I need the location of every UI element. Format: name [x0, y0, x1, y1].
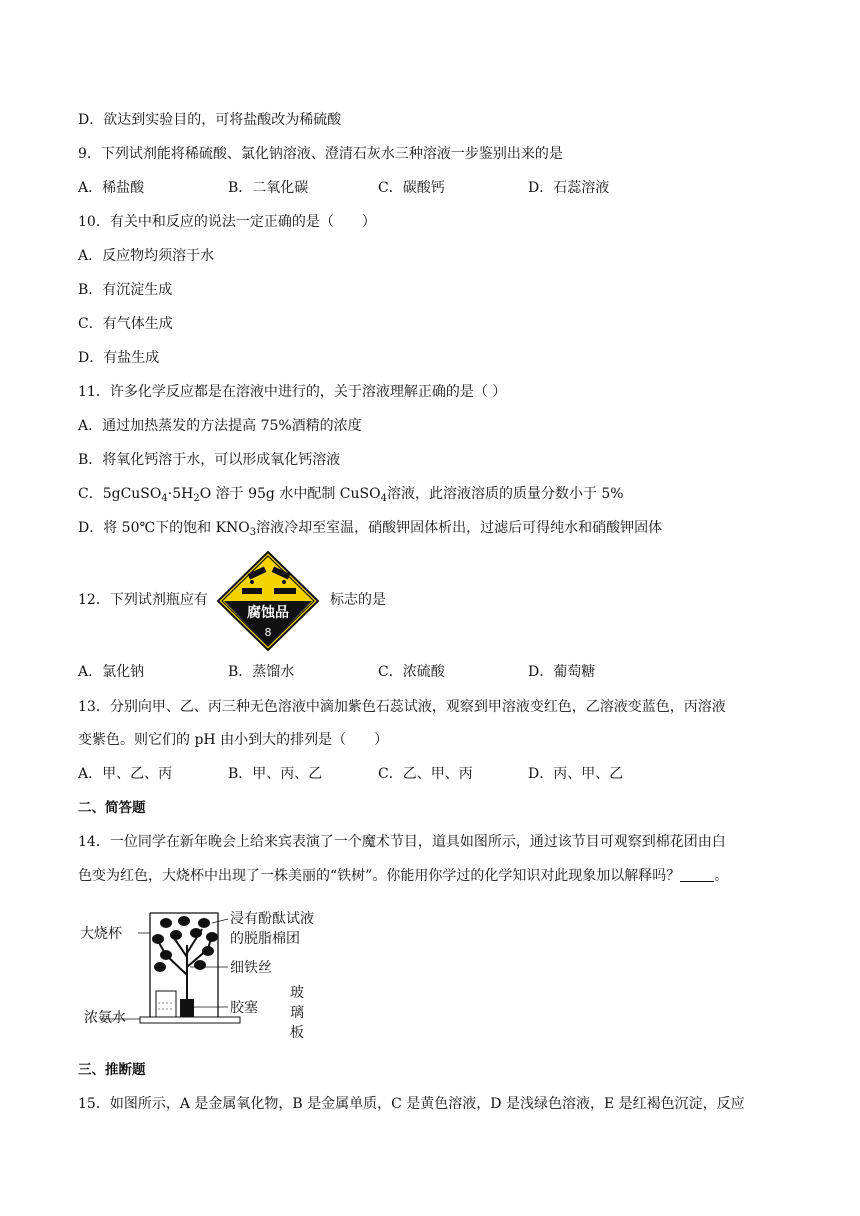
q11-option-d: D．将 50℃下的饱和 $KNO_3$溶液冷却至室温，硝酸钾固体析出，过滤后可得纯水和硝酸钾固体 [78, 520, 663, 538]
q12-options [78, 662, 798, 682]
q11-option-b: B．将氧化钙溶于水，可以形成氧化钙溶液 [78, 452, 341, 468]
q10-stem: 10．有关中和反应的说法一定正确的是（ ） [78, 214, 376, 230]
q13-option-c: C．乙、甲、丙 [378, 766, 473, 782]
q10-option-b: B．有沉淀生成 [78, 282, 173, 298]
hazard-sign-number: 8 [264, 626, 272, 639]
label-ammonia: 浓氨水 [84, 1010, 126, 1026]
section-title-short-answer: 二、简答题 [78, 800, 146, 816]
label-stopper: 胶塞 [230, 1000, 258, 1016]
label-glass-2: 璃 [290, 1005, 304, 1021]
corrosive-hazard-sign [216, 550, 320, 652]
q12-option-c: C．浓硫酸 [378, 664, 445, 680]
q9-option-a: A．稀盐酸 [78, 180, 145, 196]
q13-option-d: D．丙、甲、乙 [528, 766, 624, 782]
label-big-beaker: 大烧杯 [80, 926, 122, 942]
q11-stem: 11．许多化学反应都是在溶液中进行的，关于溶液理解正确的是（ ） [78, 384, 507, 400]
q12-option-d: D．葡萄糖 [528, 664, 596, 680]
q9-stem: 9．下列试剂能将稀硫酸、氯化钠溶液、澄清石灰水三种溶液一步鉴别出来的是 [78, 146, 563, 162]
label-cotton-line1: 浸有酚酞试液 [230, 911, 314, 927]
label-cotton-line2: 的脱脂棉团 [230, 931, 300, 947]
q13-stem-line2: 变紫色。则它们的 pH 由小到大的排列是（ ） [78, 732, 389, 748]
q13-option-b: B．甲、丙、乙 [228, 766, 323, 782]
q9-option-d: D．石蕊溶液 [528, 180, 610, 196]
hazard-sign-text: 腐蚀品 [247, 605, 289, 621]
q8-option-d: D．欲达到实验目的，可将盐酸改为稀硫酸 [78, 112, 342, 128]
q10-option-d: D．有盐生成 [78, 350, 160, 366]
q9-option-c: C．碳酸钙 [378, 180, 445, 196]
q11-option-a: A．通过加热蒸发的方法提高 75%酒精的浓度 [78, 418, 362, 434]
section-title-inference: 三、推断题 [78, 1062, 146, 1078]
label-glass-1: 玻 [290, 985, 304, 1001]
answer-blank [680, 867, 714, 882]
q12-option-b: B．蒸馏水 [228, 664, 295, 680]
q10-option-c: C．有气体生成 [78, 316, 173, 332]
label-iron-wire: 细铁丝 [230, 960, 272, 976]
label-glass-3: 板 [290, 1025, 304, 1041]
iron-tree-apparatus-diagram [80, 905, 320, 1045]
q13-stem-line1: 13．分别向甲、乙、丙三种无色溶液中滴加紫色石蕊试液，观察到甲溶液变红色，乙溶液变蓝色，丙溶液 [78, 699, 726, 715]
q11-option-c: C．$5gCuSO_4\cdot 5H_2O$ 溶于 95g 水中配制 CuSO$_4$溶液，此溶液溶质的质量分数小于 5% [78, 486, 624, 504]
q13-options [78, 764, 798, 784]
q14-stem-line2: 色变为红色，大烧杯中出现了一株美丽的“铁树”。你能用你学过的化学知识对此现象加以解释吗？ 。 [78, 868, 729, 884]
q14-stem-line1: 14．一位同学在新年晚会上给来宾表演了一个魔术节目，道具如图所示，通过该节目可观察到棉花团由白 [78, 834, 726, 850]
q12-stem-before: 12．下列试剂瓶应有 [78, 592, 208, 608]
q13-option-a: A．甲、乙、丙 [78, 766, 173, 782]
q9-options [78, 178, 798, 198]
q9-option-b: B．二氧化碳 [228, 180, 309, 196]
q12-stem-after: 标志的是 [330, 592, 386, 608]
q12-option-a: A．氯化钠 [78, 664, 145, 680]
q10-option-a: A．反应物均须溶于水 [78, 248, 215, 264]
q15-stem-line1: 15．如图所示，A 是金属氧化物，B 是金属单质，C 是黄色溶液，D 是浅绿色溶液，E 是红褐色沉淀，反应 [78, 1096, 745, 1112]
